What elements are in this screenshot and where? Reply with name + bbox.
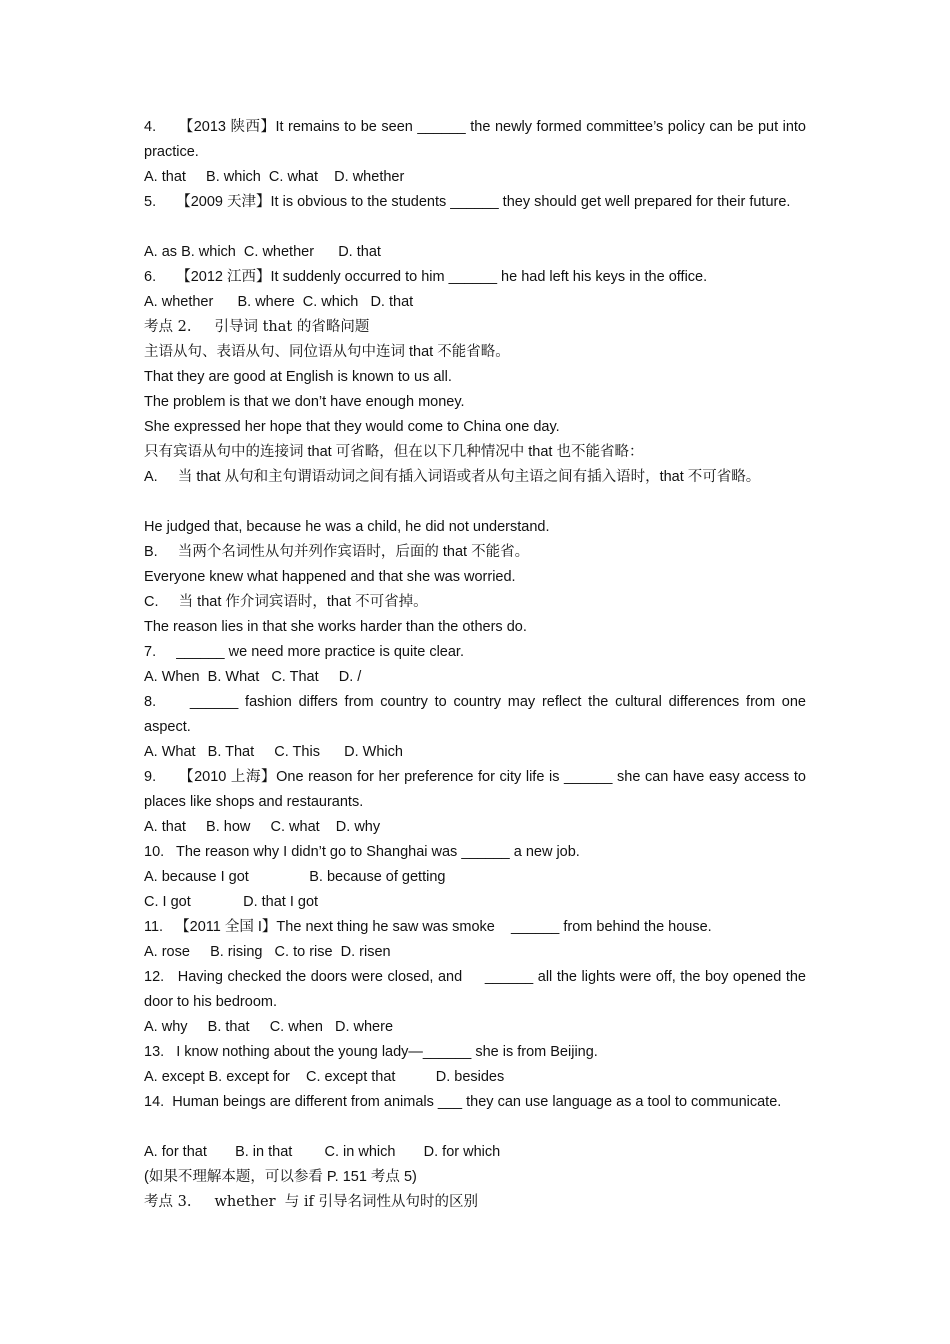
heading-line: 考点 3. whether 与 if 引导名词性从句时的区别: [144, 1194, 478, 1210]
example-line: He judged that, because he was a child, he did not understand.: [144, 519, 550, 535]
options-line: A. rose B. rising C. to rise D. risen: [144, 944, 391, 960]
example-line: She expressed her hope that they would come to China one day.: [144, 419, 560, 435]
options-line: A. why B. that C. when D. where: [144, 1019, 394, 1035]
rule-line: B. 当两个名词性从句并列作宾语时，后面的 that 不能省。: [144, 544, 530, 560]
options-line: A. as B. which C. whether D. that: [144, 244, 381, 260]
document-page: [144, 115, 806, 1215]
rule-line: C. 当 that 作介词宾语时，that 不可省掉。: [144, 594, 428, 610]
example-line: Everyone knew what happened and that she was worried.: [144, 569, 516, 585]
options-line: A. for that B. in that C. in which D. for which: [144, 1144, 501, 1160]
options-line: A. What B. That C. This D. Which: [144, 744, 403, 760]
question-line: 13. I know nothing about the young lady—______ she is from Beijing.: [144, 1044, 598, 1060]
options-line: A. except B. except for C. except that D. besides: [144, 1069, 505, 1085]
options-line: A. that B. which C. what D. whether: [144, 169, 405, 185]
example-line: The reason lies in that she works harder than the others do.: [144, 619, 527, 635]
options-line: A. whether B. where C. which D. that: [144, 294, 414, 310]
question-line: 5. 【2009 天津】It is obvious to the students ______ they should get well prepared for their future.: [144, 194, 791, 210]
question-line: 7. ______ we need more practice is quite clear.: [144, 644, 464, 660]
example-line: The problem is that we don’t have enough money.: [144, 394, 465, 410]
rule-line: A. 当 that 从句和主句谓语动词之间有插入词语或者从句主语之间有插入语时，that 不可省略。: [144, 469, 761, 485]
question-line: 14. Human beings are different from animals ___ they can use language as a tool to communicate.: [144, 1094, 782, 1110]
text-line: 只有宾语从句中的连接词 that 可省略，但在以下几种情况中 that 也不能省略：: [144, 444, 644, 460]
heading-line: 考点 2. 引导词 that 的省略问题: [144, 319, 370, 335]
options-line: A. because I got B. because of getting: [144, 869, 446, 885]
question-line: 8. ______ fashion differs from country to country may reflect the cultural differences from one aspect.: [144, 694, 806, 735]
options-line: C. I got D. that I got: [144, 894, 319, 910]
question-line: 6. 【2012 江西】It suddenly occurred to him ______ he had left his keys in the office.: [144, 269, 708, 285]
question-line: 9. 【2010 上海】One reason for her preference for city life is ______ she can have easy access to places like shops and restaurants.: [144, 769, 806, 810]
options-line: A. When B. What C. That D. /: [144, 669, 362, 685]
question-line: 11. 【2011 全国 I】The next thing he saw was smoke ______ from behind the house.: [144, 919, 712, 935]
question-line: 4. 【2013 陕西】It remains to be seen ______ the newly formed committee’s policy can be put into practice.: [144, 119, 806, 160]
text-line: 主语从句、表语从句、同位语从句中连词 that 不能省略。: [144, 344, 510, 360]
options-line: A. that B. how C. what D. why: [144, 819, 381, 835]
question-line: 12. Having checked the doors were closed, and ______ all the lights were off, the boy opened the door to his bedroom.: [144, 969, 806, 1010]
example-line: That they are good at English is known to us all.: [144, 369, 452, 385]
text-line: (如果不理解本题，可以参看 P. 151 考点 5): [144, 1169, 417, 1185]
question-line: 10. The reason why I didn’t go to Shanghai was ______ a new job.: [144, 844, 580, 860]
